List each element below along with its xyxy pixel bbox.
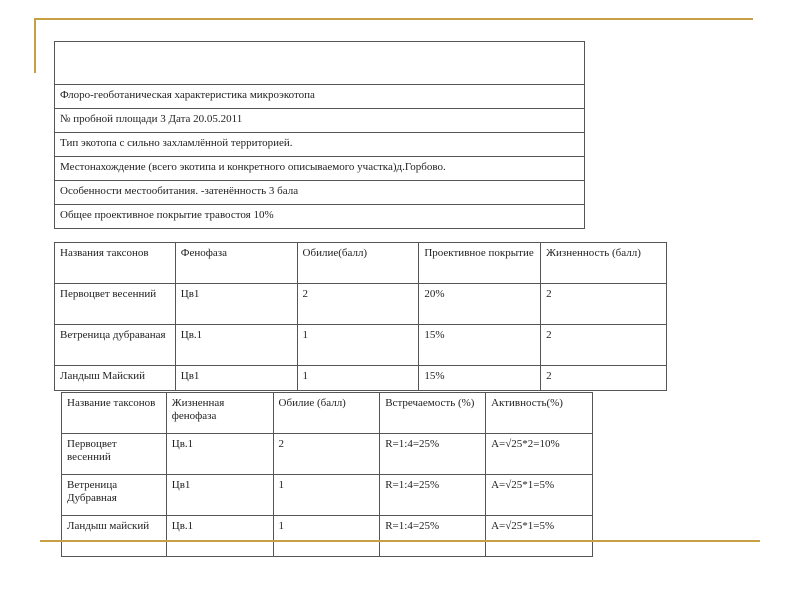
table-cell: 1 [273,475,380,516]
column-header: Активность(%) [486,393,593,434]
table-cell: Цв.1 [175,325,297,366]
column-header: Встречаемость (%) [380,393,486,434]
table-cell: Ландыш майский [62,516,167,557]
table-row [62,516,593,557]
table-cell: Местонахождение (всего экотипа и конкретного описываемого участка)д.Горбово. [55,157,585,181]
table-cell: R=1:4=25% [380,475,486,516]
table-cell: Первоцвет весенний [55,284,176,325]
table-cell: Тип экотопа с сильно захламлённой территорией. [55,133,585,157]
table-cell: Цв1 [175,366,297,391]
table-cell: № пробной площади 3 Дата 20.05.2011 [55,109,585,133]
table-row [55,325,667,366]
column-header: Обилие(балл) [297,243,419,284]
table-cell: 2 [297,284,419,325]
table-cell: 2 [273,434,380,475]
table-cell: 15% [419,325,541,366]
table-cell: Цв1 [175,284,297,325]
table-row [55,366,667,391]
decorative-bottom-line [40,540,760,542]
table-cell: Общее проективное покрытие травостоя 10% [55,205,585,229]
column-header: Название таксонов [62,393,167,434]
column-header: Названия таксонов [55,243,176,284]
ecotope-characteristics-table [54,41,585,229]
column-header: Фенофаза [175,243,297,284]
table-row [55,133,585,157]
decorative-left-line [34,18,36,73]
table-cell [55,42,585,85]
table-cell: R=1:4=25% [380,516,486,557]
column-header: Жизненность (балл) [541,243,667,284]
decorative-top-line [34,18,753,20]
table-row [55,205,585,229]
table-cell: Ландыш Майский [55,366,176,391]
table-cell: Ветреница дубраваная [55,325,176,366]
table-cell: Цв.1 [166,434,273,475]
table-cell: R=1:4=25% [380,434,486,475]
table-header-row [55,243,667,284]
table-cell: 1 [297,366,419,391]
table-row [62,434,593,475]
table-cell: Первоцвет весенний [62,434,167,475]
table-row [55,109,585,133]
table-cell: 2 [541,284,667,325]
table-cell: Ветреница Дубравная [62,475,167,516]
table-cell: A=√25*1=5% [486,475,593,516]
table-cell: Флоро-геоботаническая характеристика микроэкотопа [55,85,585,109]
table-cell: 2 [541,366,667,391]
table-row [55,157,585,181]
table-cell: Цв.1 [166,516,273,557]
table-cell: 20% [419,284,541,325]
table-cell: 2 [541,325,667,366]
table-row [55,181,585,205]
column-header: Жизненная фенофаза [166,393,273,434]
table-cell: 1 [297,325,419,366]
table-row [55,85,585,109]
table-row [55,284,667,325]
taxa-activity-table [61,392,593,557]
table-row [62,475,593,516]
table-cell: Цв1 [166,475,273,516]
table-cell: A=√25*2=10% [486,434,593,475]
taxa-abundance-table [54,242,667,391]
table-cell: 1 [273,516,380,557]
table-header-row [62,393,593,434]
table-row [55,42,585,85]
table-cell: 15% [419,366,541,391]
column-header: Проективное покрытие [419,243,541,284]
table-cell: A=√25*1=5% [486,516,593,557]
table-cell: Особенности местообитания. -затенённость 3 бала [55,181,585,205]
column-header: Обилие (балл) [273,393,380,434]
